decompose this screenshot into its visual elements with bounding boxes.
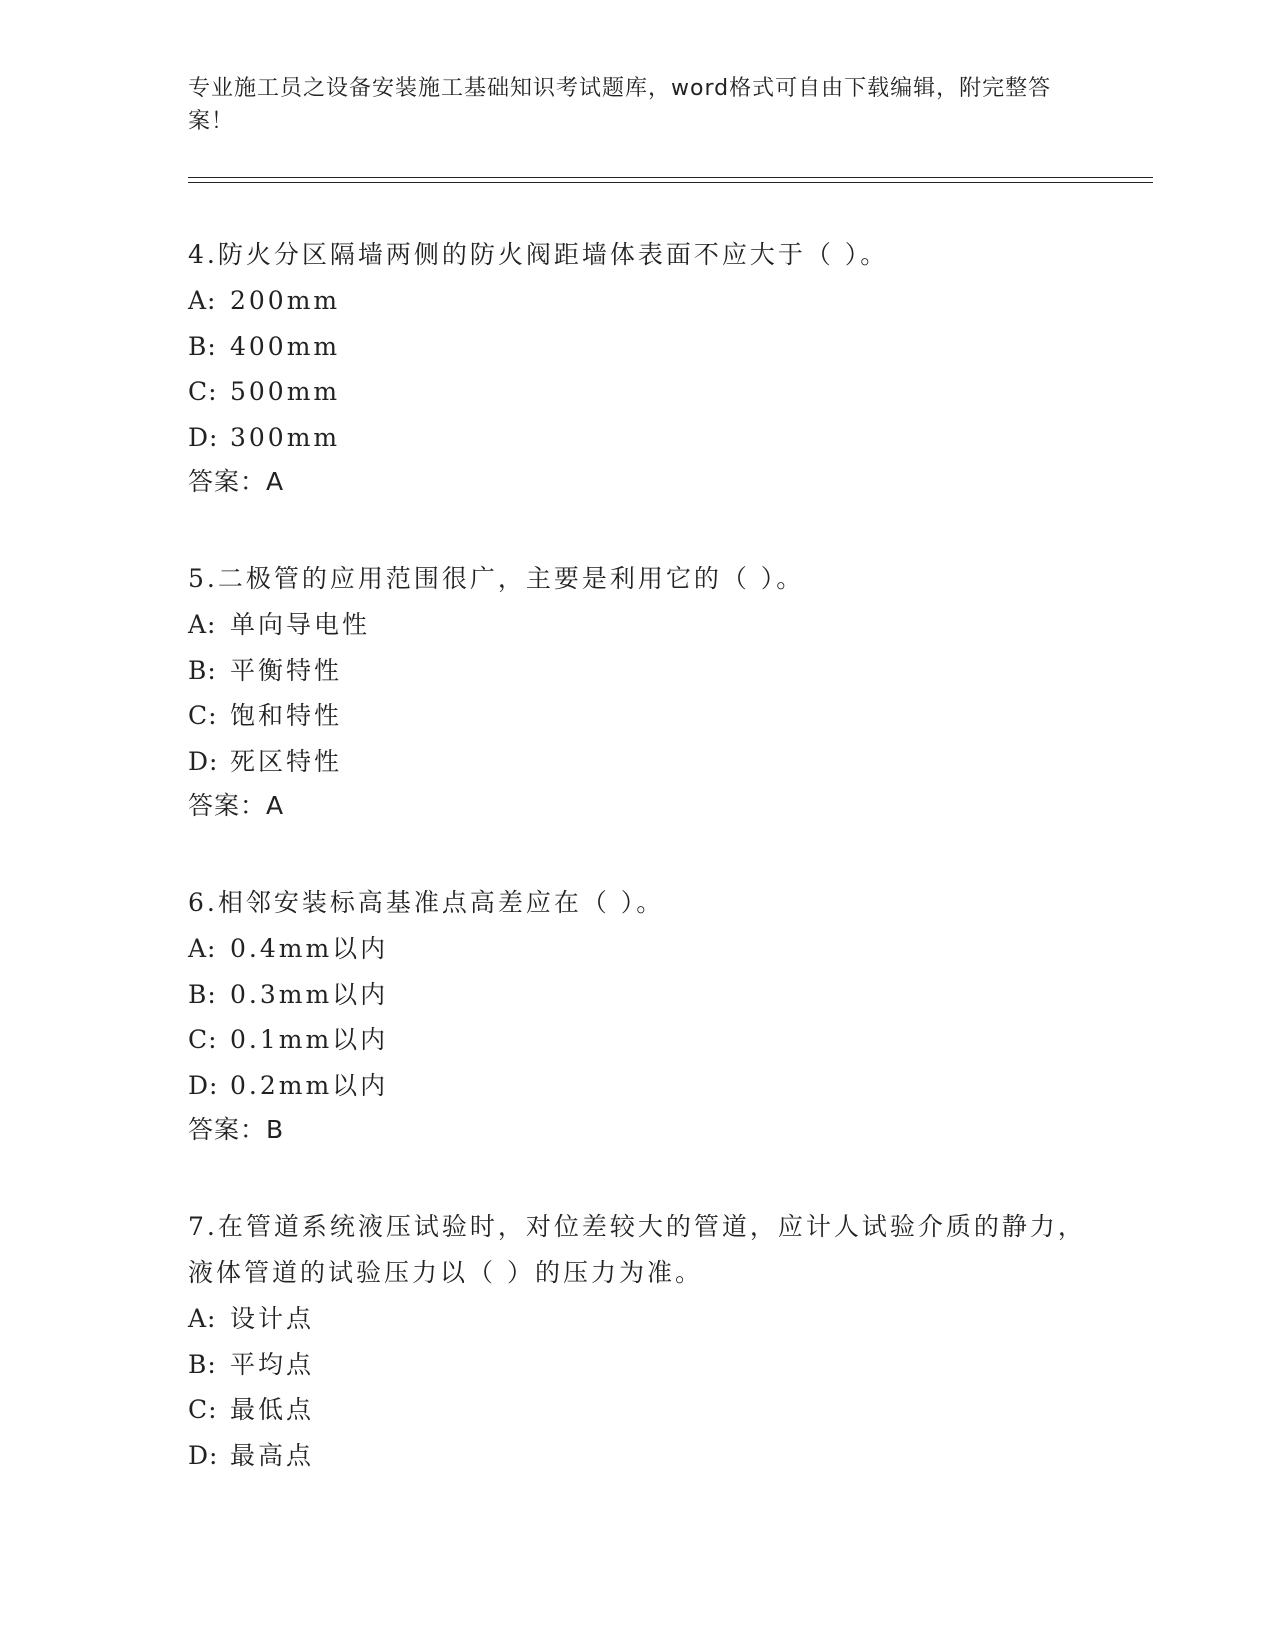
option-text: 0.3mm以内 (230, 979, 389, 1009)
question-stem: 7.在管道系统液压试验时，对位差较大的管道，应计人试验介质的静力，液体管道的试验压力以（ ）的压力为准。 (188, 1212, 1086, 1287)
option-b (188, 972, 1088, 1018)
option-letter: C: (188, 701, 218, 730)
option-text: 单向导电性 (230, 610, 371, 639)
option-d (188, 1063, 1088, 1109)
question-7 (188, 1204, 1088, 1478)
option-letter: D: (188, 746, 219, 776)
option-letter: A: (188, 1304, 217, 1333)
option-c (188, 1017, 1088, 1063)
option-b (188, 648, 1088, 694)
option-c (188, 1387, 1088, 1433)
option-letter: B: (188, 979, 217, 1009)
option-text: 最高点 (230, 1440, 315, 1470)
header-divider-bottom (188, 182, 1153, 183)
option-text: 平衡特性 (230, 655, 343, 685)
option-text: 死区特性 (230, 746, 343, 776)
option-text: 最低点 (230, 1395, 315, 1424)
question-stem: 6.相邻安装标高基准点高差应在（ ）。 (188, 888, 665, 917)
question-6 (188, 880, 1088, 1152)
option-d (188, 739, 1088, 785)
option-a (188, 926, 1088, 972)
option-text: 200mm (230, 286, 341, 315)
question-stem: 5.二极管的应用范围很广，主要是利用它的（ ）。 (188, 564, 805, 593)
question-5 (188, 556, 1088, 828)
answer: 答案：A (188, 467, 285, 496)
option-text: 0.2mm以内 (230, 1070, 389, 1100)
header-divider-top (188, 177, 1153, 178)
question-4 (188, 232, 1088, 504)
option-c (188, 693, 1088, 739)
option-letter: C: (188, 377, 218, 406)
option-d (188, 1433, 1088, 1479)
option-text: 500mm (230, 377, 341, 406)
question-stem: 4.防火分区隔墙两侧的防火阀距墙体表面不应大于（ ）。 (188, 240, 889, 269)
option-letter: B: (188, 655, 217, 685)
option-a (188, 602, 1088, 648)
option-b (188, 324, 1088, 370)
option-letter: A: (188, 934, 217, 963)
option-letter: D: (188, 1070, 219, 1100)
option-c (188, 369, 1088, 415)
document-header: 专业施工员之设备安装施工基础知识考试题库，word格式可自由下载编辑，附完整答案！ (188, 76, 1052, 134)
answer: 答案：B (188, 1115, 285, 1144)
option-a (188, 1296, 1088, 1342)
option-letter: C: (188, 1395, 218, 1424)
option-letter: D: (188, 422, 219, 452)
option-text: 300mm (230, 422, 341, 452)
option-letter: D: (188, 1440, 219, 1470)
option-text: 平均点 (230, 1349, 315, 1379)
answer: 答案：A (188, 791, 285, 820)
option-text: 400mm (230, 331, 341, 361)
option-text: 0.4mm以内 (230, 934, 389, 963)
option-text: 设计点 (230, 1304, 315, 1333)
question-list (188, 232, 1088, 1530)
option-letter: C: (188, 1025, 218, 1054)
option-text: 0.1mm以内 (230, 1025, 389, 1054)
option-text: 饱和特性 (230, 701, 343, 730)
option-letter: B: (188, 331, 217, 361)
option-letter: B: (188, 1349, 217, 1379)
option-b (188, 1342, 1088, 1388)
option-letter: A: (188, 286, 217, 315)
option-d (188, 415, 1088, 461)
option-a (188, 278, 1088, 324)
option-letter: A: (188, 610, 217, 639)
